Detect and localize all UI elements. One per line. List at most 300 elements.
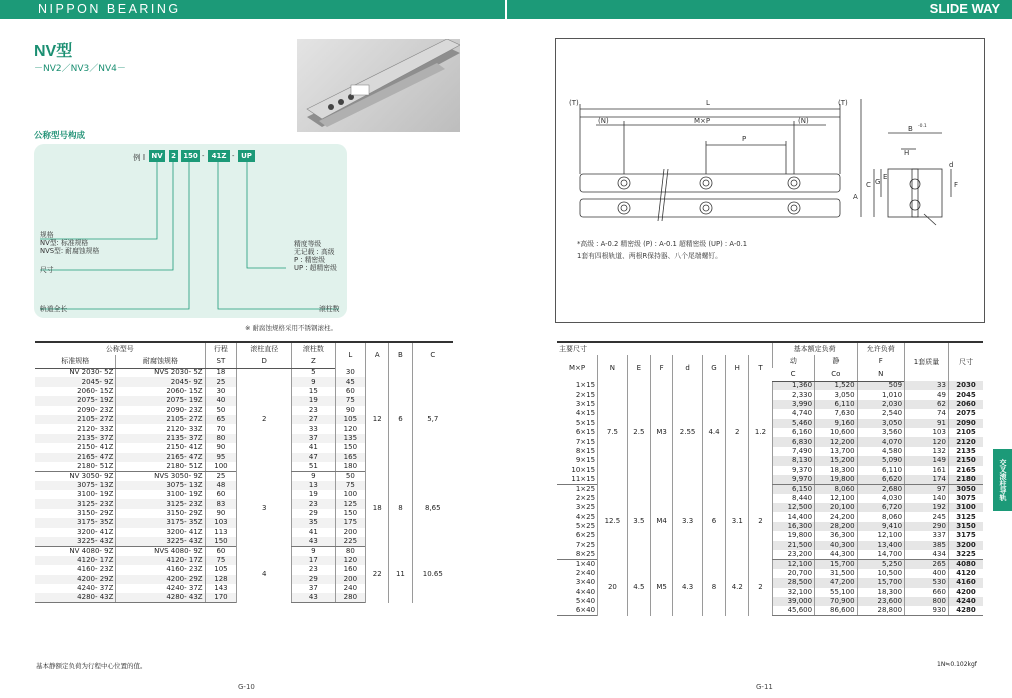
cell-dynamic-load: 7,490: [772, 447, 814, 456]
cell-mass: 140: [905, 494, 949, 503]
cell-stroke: 90: [205, 443, 237, 452]
cell-dynamic-load: 8,130: [772, 456, 814, 465]
cell-f: M3: [650, 381, 672, 484]
cell-static-load: 20,100: [815, 503, 857, 512]
cell-rollers: 19: [292, 396, 335, 405]
code-chip-rollers: 41Z: [208, 150, 230, 162]
cell-corr-model: NVS 4080- 9Z: [116, 546, 205, 555]
cell-dynamic-load: 12,100: [772, 559, 814, 568]
cell-static-load: 13,700: [815, 447, 857, 456]
cell-rollers: 43: [292, 593, 335, 602]
page-subtitle: －NV2／NV3／NV4－: [34, 64, 126, 74]
cell-std-model: NV 2030- 5Z: [69, 368, 114, 377]
cell-stroke: 60: [205, 546, 237, 555]
cell-dynamic-load: 1,360: [772, 381, 814, 390]
cell-allow-load: 3,560: [857, 428, 905, 437]
page-number-left: G-10: [238, 683, 255, 691]
left-spec-table: [35, 341, 453, 603]
header-stroke: 行程: [205, 342, 237, 355]
cell-stroke: 25: [205, 377, 237, 386]
cell-length: 45: [335, 377, 366, 386]
right-spec-table: [557, 341, 983, 616]
cell-mass: 174: [905, 475, 949, 484]
cell-stroke: 150: [205, 537, 237, 546]
cell-length: 90: [335, 406, 366, 415]
cell-corr-model: 3200- 41Z: [116, 528, 205, 537]
cell-mass: 192: [905, 503, 949, 512]
cell-dynamic-load: 39,000: [772, 597, 814, 606]
cell-size: 4080: [948, 559, 983, 568]
cell-length: 120: [335, 424, 366, 433]
cell-mxp: 3×25: [575, 503, 596, 512]
cell-std-model: 4200- 29Z: [77, 574, 114, 583]
cell-dynamic-load: 5,460: [772, 419, 814, 428]
cell-corr-model: 2165- 47Z: [116, 453, 205, 462]
cell-corr-model: 4280- 43Z: [116, 593, 205, 602]
cell-static-load: 12,100: [815, 494, 857, 503]
cell-d: 4.3: [673, 559, 703, 615]
cell-static-load: 8,060: [815, 484, 857, 493]
code-chip-series: NV: [149, 150, 165, 162]
cell-a: 18: [366, 471, 389, 546]
cell-h: 2: [726, 381, 749, 484]
cell-stroke: 103: [205, 518, 237, 527]
label-t-left: (T): [569, 99, 579, 107]
side-tab[interactable]: 交叉滚柱导轨: [993, 449, 1012, 511]
cell-f: M5: [650, 559, 672, 615]
header-main-dims: 主要尺寸: [559, 344, 587, 353]
cell-corr-model: 3150- 29Z: [116, 509, 205, 518]
cell-static-load: 3,050: [815, 390, 857, 399]
cell-stroke: 83: [205, 499, 237, 508]
cell-stroke: 170: [205, 593, 237, 602]
cell-mass: 245: [905, 512, 949, 521]
legend-precision-up: UP : 超精密级: [294, 264, 337, 272]
label-n-right: (N): [798, 117, 809, 125]
header-f: F: [650, 355, 672, 381]
cell-mxp: 7×15: [575, 437, 596, 446]
cell-allow-load: 3,050: [857, 419, 905, 428]
cell-mass: 265: [905, 559, 949, 568]
cell-f: M4: [650, 484, 672, 559]
cell-mass: 62: [905, 400, 949, 409]
cell-stroke: 113: [205, 528, 237, 537]
cell-size: 3100: [948, 503, 983, 512]
cell-stroke: 25: [205, 471, 237, 480]
table-row: [35, 342, 453, 355]
cell-corr-model: 2045- 9Z: [116, 377, 205, 386]
cell-stroke: 60: [205, 490, 237, 499]
table-row: [557, 342, 983, 355]
brand-name: NIPPON BEARING: [38, 2, 181, 16]
cell-mass: 132: [905, 447, 949, 456]
code-separator: -: [202, 152, 205, 160]
header-l: L: [335, 342, 366, 368]
cell-std-model: 2105- 27Z: [77, 415, 114, 424]
cell-length: 240: [335, 584, 366, 593]
header-h: H: [726, 355, 749, 381]
header-allow-load: 允许负荷: [857, 342, 905, 355]
cell-rollers: 19: [292, 490, 335, 499]
cell-mass: 97: [905, 484, 949, 493]
cell-c: 10.65: [412, 546, 453, 602]
header-rollers: 滚柱数: [292, 342, 335, 355]
cell-stroke: 65: [205, 415, 237, 424]
cell-size: 4240: [948, 597, 983, 606]
header-d: d: [673, 355, 703, 381]
cell-size: 2030: [948, 381, 983, 390]
cell-t: 1.2: [749, 381, 772, 484]
label-e: E: [883, 173, 888, 181]
rail-illustration: [297, 39, 460, 132]
cell-mxp: 4×40: [575, 587, 596, 596]
cell-stroke: 128: [205, 575, 237, 584]
cell-std-model: 3150- 29Z: [77, 509, 114, 518]
label-n-left: (N): [598, 117, 609, 125]
cell-h: 3.1: [726, 484, 749, 559]
cell-e: 3.5: [627, 484, 650, 559]
legend-spec-title: 规格: [40, 231, 54, 239]
cell-allow-load: 28,800: [857, 606, 905, 615]
cell-allow-load: 5,090: [857, 456, 905, 465]
cell-b: 6: [389, 368, 412, 471]
cell-mass: 930: [905, 606, 949, 615]
header-dynamic: 动: [772, 355, 814, 368]
cell-length: 150: [335, 509, 366, 518]
cell-length: 80: [335, 546, 366, 555]
cell-size: 2105: [948, 428, 983, 437]
cell-std-model: 2150- 41Z: [77, 443, 114, 452]
cell-mass: 660: [905, 588, 949, 597]
cell-stroke: 143: [205, 584, 237, 593]
cell-mass: 800: [905, 597, 949, 606]
cell-corr-model: 3100- 19Z: [116, 490, 205, 499]
legend-length: 轨道全长: [40, 305, 68, 313]
cell-mxp: 2×25: [575, 493, 596, 502]
cell-dynamic-load: 2,330: [772, 390, 814, 399]
cell-rollers: 33: [292, 424, 335, 433]
cell-g: 4.4: [702, 381, 725, 484]
cell-stroke: 75: [205, 556, 237, 565]
label-b: B: [908, 125, 913, 133]
cell-stroke: 90: [205, 509, 237, 518]
label-t-right: (T): [838, 99, 848, 107]
cell-mxp: 8×25: [557, 550, 598, 559]
cell-static-load: 40,300: [815, 541, 857, 550]
cell-stroke: 18: [205, 368, 237, 377]
cell-corr-model: NVS 2030- 5Z: [116, 368, 205, 377]
cell-allow-load: 15,700: [857, 578, 905, 587]
label-c: C: [866, 181, 871, 189]
label-d: d: [949, 161, 954, 169]
page-title: NV型: [34, 43, 73, 60]
cell-length: 75: [335, 396, 366, 405]
code-separator: -: [232, 152, 235, 160]
cell-rollers: 5: [292, 368, 335, 377]
cell-length: 120: [335, 556, 366, 565]
cell-size: 3200: [948, 541, 983, 550]
legend-rollers: 滚柱数: [319, 305, 340, 313]
cell-mxp: 3×15: [575, 399, 596, 408]
cell-allow-load: 10,500: [857, 569, 905, 578]
legend-spec-nv: NV型: 标准规格: [40, 239, 89, 247]
cell-static-load: 36,300: [815, 531, 857, 540]
legend-precision-p: P : 精密级: [294, 256, 326, 264]
cell-dynamic-load: 3,990: [772, 400, 814, 409]
table-row: [35, 368, 453, 377]
cell-mxp: 6×15: [575, 428, 596, 437]
cell-std-model: 4240- 37Z: [77, 584, 114, 593]
page-number-right: G-11: [756, 683, 773, 691]
cell-size: 3175: [948, 531, 983, 540]
cell-mxp: 4×25: [575, 512, 596, 521]
cell-length: 225: [335, 537, 366, 546]
code-chip-size: 2: [169, 150, 178, 162]
cell-static-load: 10,600: [815, 428, 857, 437]
cell-length: 30: [335, 368, 366, 377]
cell-allow-load: 23,600: [857, 597, 905, 606]
cell-static-load: 15,700: [815, 559, 857, 568]
cell-std-model: 3200- 41Z: [77, 527, 114, 536]
cell-allow-load: 1,010: [857, 390, 905, 399]
cell-allow-load: 4,030: [857, 494, 905, 503]
cell-dynamic-load: 6,150: [772, 484, 814, 493]
table-row: [557, 381, 983, 390]
cell-n: 7.5: [598, 381, 628, 484]
cell-mxp: 4×15: [575, 409, 596, 418]
cell-rollers: 23: [292, 499, 335, 508]
cell-mxp: 1×25: [575, 484, 596, 493]
cell-stroke: 100: [205, 462, 237, 471]
cell-corr-model: 2150- 41Z: [116, 443, 205, 452]
cell-c: 8,65: [412, 471, 453, 546]
cell-size: 2045: [948, 390, 983, 399]
cell-dynamic-load: 21,500: [772, 541, 814, 550]
cell-std-model: NV 3050- 9Z: [69, 471, 114, 480]
cell-a: 12: [366, 368, 389, 471]
label-p: P: [742, 135, 747, 143]
cell-dynamic-load: 20,700: [772, 569, 814, 578]
code-chip-precision: UP: [238, 150, 255, 162]
cell-mxp: 3×40: [575, 578, 596, 587]
cell-mass: 400: [905, 569, 949, 578]
cell-allow-load: 13,400: [857, 541, 905, 550]
cell-rollers: 37: [292, 584, 335, 593]
cell-corr-model: 2105- 27Z: [116, 415, 205, 424]
cell-std-model: 2180- 51Z: [35, 462, 116, 471]
cell-mass: 434: [905, 550, 949, 559]
cell-mxp: 10×15: [571, 465, 596, 474]
cell-allow-load: 4,580: [857, 447, 905, 456]
cell-mxp: 7×25: [575, 540, 596, 549]
label-l: L: [706, 99, 710, 107]
cell-size: 2120: [948, 437, 983, 446]
cell-static-load: 9,160: [815, 419, 857, 428]
code-leader-lines: [34, 144, 347, 318]
cell-dynamic-load: 4,740: [772, 409, 814, 418]
cell-g: 6: [702, 484, 725, 559]
cell-rollers: 51: [292, 462, 335, 471]
cell-mass: 161: [905, 466, 949, 475]
cell-std-model: 2135- 37Z: [77, 433, 114, 442]
cell-size: 2090: [948, 419, 983, 428]
cell-rollers: 37: [292, 434, 335, 443]
cell-rollers: 29: [292, 509, 335, 518]
cell-std-model: 2090- 23Z: [77, 405, 114, 414]
cell-size: 3050: [948, 484, 983, 493]
cell-stroke: 80: [205, 434, 237, 443]
cell-size: 4200: [948, 588, 983, 597]
cell-std-model: 2165- 47Z: [77, 452, 114, 461]
cell-mxp: 1×15: [575, 381, 596, 390]
cell-std-model: 4160- 23Z: [77, 565, 114, 574]
cell-rollers: 41: [292, 443, 335, 452]
cell-mxp: 2×40: [575, 569, 596, 577]
header-basic-load: 基本额定负荷: [772, 342, 857, 355]
cell-corr-model: 2120- 33Z: [116, 424, 205, 433]
cell-mass: 385: [905, 541, 949, 550]
cell-dynamic-load: 19,800: [772, 531, 814, 540]
cell-static-load: 24,200: [815, 512, 857, 521]
table-row: [35, 471, 453, 480]
cell-length: 125: [335, 499, 366, 508]
example-label: 例 I: [133, 153, 146, 162]
cell-rollers: 27: [292, 415, 335, 424]
cell-mxp: 11×15: [557, 475, 598, 484]
cell-std-model: 4120- 17Z: [77, 556, 114, 564]
cell-allow-load: 2,540: [857, 409, 905, 418]
cell-size: 4280: [948, 606, 983, 615]
legend-size: 尺寸: [40, 266, 54, 274]
cell-std-model: 2120- 33Z: [77, 424, 114, 433]
cell-mxp: 9×15: [575, 456, 596, 465]
cell-corr-model: 4120- 17Z: [116, 556, 205, 565]
header-st: ST: [205, 355, 237, 368]
cell-mass: 33: [905, 381, 949, 390]
label-f: F: [954, 181, 959, 189]
cell-length: 175: [335, 518, 366, 527]
cell-length: 160: [335, 565, 366, 574]
cell-corr-model: 3225- 43Z: [116, 537, 205, 546]
cell-stroke: 95: [205, 453, 237, 462]
cell-length: 180: [335, 462, 366, 471]
cell-allow-load: 14,700: [857, 550, 905, 559]
code-chip-length: 150: [181, 150, 200, 162]
cell-std-model: 3100- 19Z: [77, 490, 114, 499]
cell-n: 20: [598, 559, 628, 615]
cell-mass: 91: [905, 419, 949, 428]
header-c: C: [412, 342, 453, 368]
cell-roller-dia: 3: [237, 471, 292, 546]
cell-e: 4.5: [627, 559, 650, 615]
header-t: T: [749, 355, 772, 381]
header-unit-n: N: [857, 368, 905, 381]
cell-corr-model: 4240- 37Z: [116, 584, 205, 593]
cell-size: 3075: [948, 494, 983, 503]
header-roller-dia: 滚柱直径: [237, 342, 292, 355]
set-note: 1套有四根轨道、两根R保持器、八个尾端螺钉。: [577, 252, 722, 260]
cell-corr-model: 4200- 29Z: [116, 575, 205, 584]
cell-stroke: 48: [205, 481, 237, 490]
label-h: H: [904, 149, 910, 157]
cell-g: 8: [702, 559, 725, 615]
cell-dynamic-load: 8,440: [772, 494, 814, 503]
table-row: [557, 484, 983, 493]
cell-rollers: 43: [292, 537, 335, 546]
cell-rollers: 9: [292, 471, 335, 480]
cell-corr-model: NVS 3050- 9Z: [116, 471, 205, 480]
table-row: [557, 559, 983, 568]
cell-size: 4160: [948, 578, 983, 587]
cell-rollers: 47: [292, 453, 335, 462]
cell-size: 3225: [948, 550, 983, 559]
cell-static-load: 7,630: [815, 409, 857, 418]
cell-mxp: 5×15: [575, 418, 596, 427]
cell-corr-model: 2135- 37Z: [116, 434, 205, 443]
cell-static-load: 47,200: [815, 578, 857, 587]
header-mass: 1套质量: [905, 342, 949, 381]
cell-rollers: 17: [292, 556, 335, 565]
page-gutter: [505, 0, 507, 19]
cell-static-load: 70,900: [815, 597, 857, 606]
cell-allow-load: 9,410: [857, 522, 905, 531]
cell-size: 2075: [948, 409, 983, 418]
header-co: Co: [815, 368, 857, 381]
cell-rollers: 15: [292, 387, 335, 396]
cell-dynamic-load: 45,600: [772, 606, 814, 615]
cell-std-model: NV 4080- 9Z: [69, 546, 114, 555]
cell-rollers: 9: [292, 546, 335, 555]
code-section-title: 公称型号构成: [34, 131, 86, 141]
cell-static-load: 55,100: [815, 588, 857, 597]
header-f: F: [857, 355, 905, 368]
cell-allow-load: 2,680: [857, 484, 905, 493]
cell-e: 2.5: [627, 381, 650, 484]
header-std: 标准规格: [35, 355, 116, 368]
cell-roller-dia: 4: [237, 546, 292, 602]
cell-static-load: 18,300: [815, 466, 857, 475]
cell-mxp: 8×15: [575, 446, 596, 455]
cell-corr-model: 3125- 23Z: [116, 499, 205, 508]
cell-mxp: 6×40: [557, 606, 598, 615]
cell-size: 2150: [948, 456, 983, 465]
cell-h: 4.2: [726, 559, 749, 615]
cell-size: 2180: [948, 475, 983, 484]
cell-std-model: 3125- 23Z: [77, 499, 114, 508]
cell-rollers: 23: [292, 406, 335, 415]
header-size: 尺寸: [948, 342, 983, 381]
header-model: 公称型号: [105, 344, 134, 353]
cell-static-load: 1,520: [815, 381, 857, 390]
cell-dynamic-load: 14,400: [772, 512, 814, 521]
cell-allow-load: 6,620: [857, 475, 905, 484]
cell-std-model: 3075- 13Z: [77, 480, 114, 489]
label-g: G: [875, 178, 881, 186]
cell-size: 2165: [948, 466, 983, 475]
cell-std-model: 3175- 35Z: [77, 518, 114, 527]
label-a: A: [853, 193, 858, 201]
cell-dynamic-load: 6,160: [772, 428, 814, 437]
cell-allow-load: 6,110: [857, 466, 905, 475]
cell-dynamic-load: 12,500: [772, 503, 814, 512]
cell-mxp: 5×25: [575, 522, 596, 531]
cell-mass: 49: [905, 390, 949, 399]
cell-dynamic-load: 16,300: [772, 522, 814, 531]
cell-corr-model: 2075- 19Z: [116, 396, 205, 405]
cell-allow-load: 6,720: [857, 503, 905, 512]
cell-length: 280: [335, 593, 366, 602]
cell-allow-load: 8,060: [857, 512, 905, 521]
